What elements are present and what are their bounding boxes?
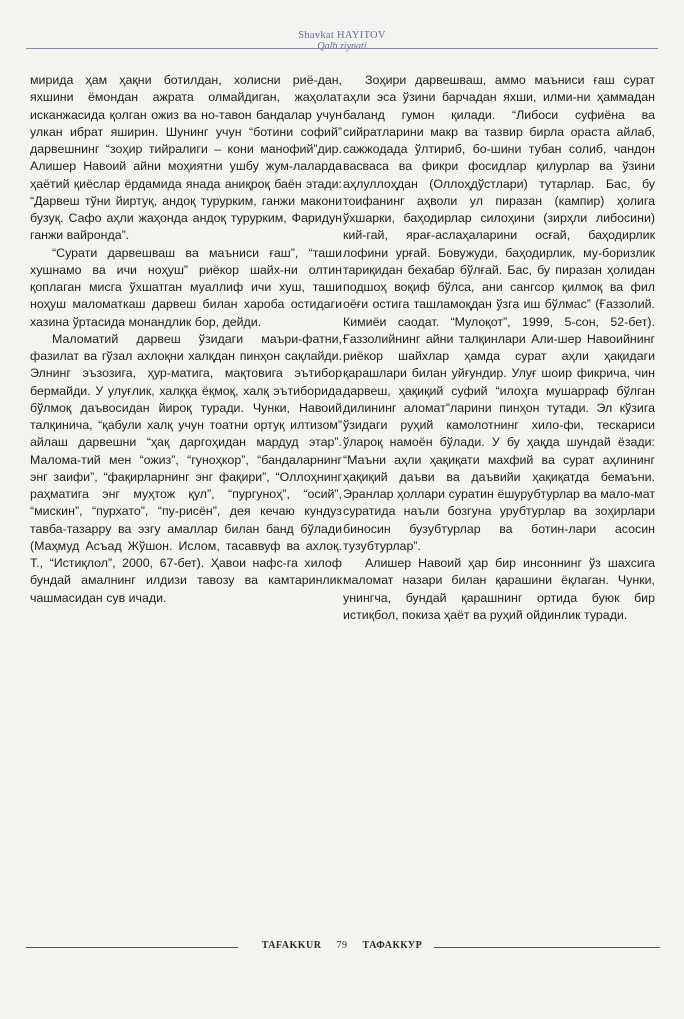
- running-head-author: Shavkat HAYITOV: [298, 30, 386, 41]
- header-rule: [26, 48, 658, 49]
- right-paragraph-1: Зоҳири дарвешваш, аммо маъниси ғаш сурат аҳли эса ўзини барчадан яхши, илми-ни ҳаммадан баланд гумон қилади. “Либоси суфиёна ва сийратларини макр ва тазвир бирла ораста айлаб, сажжодада ўлтириб, бо-шини тубан солиб, чандон васваса ва фикри фосидлар қилурлар ва ўзини аҳлуллоҳдан (Оллоҳдўстлари) тутарлар. Бас, бу тоифанинг аҳволи ул пиразан (кампир) ҳолига ўхшарки, баҳодирлар силоҳини (зирҳли либосини) кий-гай, ярағ-аслаҳаларини осғай, баҳодирлик лофини урғай. Бовужуди, баҳодирлик, му-боризлик тариқидан бехабар бўлғай. Бас, бу пиразан ҳолидан подшоҳ воқиф бўлса, ани сангсор қилмоқ ва фил оёғи остига ташламоқдан ўзга иш бўлмас” (Ғаззолий. Кимиёи саодат. “Мулоқот”, 1999, 5-сон, 52-бет). Ғаззолийнинг айни талқинлари Али-шер Навоийнинг риёкор шайхлар ҳамда сурат аҳли ҳақидаги қарашлари билан уйғундир. Улуғ шоир фикрича, чин дарвеш, ҳақиқий суфий “илоҳга мушарраф бўлган дилининг аломат”ларини пинҳон тутади. Эл кўзига ўзидаги руҳий камолотнинг хило-фи, тескариси ўлароқ намоён бўлади. У бу ҳақда шундай ёзади: “Маъни аҳли ҳақиқати махфий ва сурат аҳлининг ҳақиқий даъви ва даъвийи ҳақиқатда бемаъни. Эранлар ҳоллари суратин ёшурубтурлар ва мало-мат суратида наъли бозгуна урубтурлар ва зоҳирлари биносин бузубтурлар ва ботин-лари асосин тузубтурлар”.: [343, 73, 655, 553]
- footer-title-latin: TAFAKKUR: [261, 940, 322, 951]
- footer-title-cyrillic: ТАФАККУР: [362, 940, 423, 951]
- left-column: [30, 72, 342, 607]
- left-paragraph-2: “Сурати дарвешваш ва маъниси ғаш”, “таши хушнамо ва ичи ноҳуш” риёкор шайх-ни олтин қоплаган мисга ўхшатган муаллиф ичи хуш, таши ноҳуш маломаткаш дарвеш билан хароба остидаги хазина ўртасида монандлик бор, дейди.: [30, 245, 342, 329]
- left-paragraph-1: мирида ҳам ҳақни ботилдан, холисни риё-дан, яхшини ёмондан ажрата олмайдиган, жаҳолат исканжасида қолган ожиз ва но-тавон бандалар учун улкан ибрат яширин. Шунинг учун “ботини софий” дарвешнинг “зоҳир тийралиги – кони манофий”дир. Алишер Навоий айни моҳиятни ушбу жум-лаларда ҳаётий қиёслар ёрдамида янада аниқроқ баён этади: “Дарвеш тўни йиртуқ, андоқ турурким, ганжи макони бузуқ. Сафо аҳли жаҳонда андоқ турурким, Фаридун ганжи вайронда”.: [30, 73, 342, 243]
- running-head-subtitle: Qalb ziynati: [317, 41, 367, 52]
- right-paragraph-2: Алишер Навоий ҳар бир инсоннинг ўз шахсига маломат назари билан қарашини ёқлаган. Чунки, унингча, бундай қарашнинг ортида буюк бир истиқбол, покиза ҳаёт ва руҳий ойдинлик туради.: [343, 556, 655, 622]
- page-footer: [0, 940, 684, 951]
- left-paragraph-3: Маломатий дарвеш ўзидаги маъри-фатни, фазилат ва гўзал ахлоқни халқдан пинҳон сақлайди. Элнинг эъзозига, ҳур-матига, мақтовига эътибор бермайди. У улуғлик, халққа ёқмоқ, халқ эътиборида бўлмоқ даъвосидан йироқ туради. Чунки, Навоий талқинича, “қабули халқ учун тоатни ортуқ илтизом” айлаш дарвешни “ҳақ даргоҳидан мардуд этар”. Малома-тий мен “ожиз”, “гуноҳкор”, “бандаларнинг энг заифи”, “фақирларнинг энг фақири”, “Оллоҳнинг раҳматига энг муҳтож қул”, “пургуноҳ”, “осий”, “мискин”, “пурхато”, “пу-рисён”, дея кечаю кундуз тавба-тазарру ва эзгу амаллар билан банд бўлади (Маҳмуд Асъад Жўшон. Ислом, тасаввуф ва ахлоқ. Т., “Истиқлол”, 2000, 67-бет). Ҳавои нафс-га хилоф бундай амалнинг илдизи тавозу ва камтаринлик чашмасидан сув ичади.: [30, 331, 342, 605]
- page-number: 79: [336, 940, 348, 951]
- right-column: [343, 72, 655, 624]
